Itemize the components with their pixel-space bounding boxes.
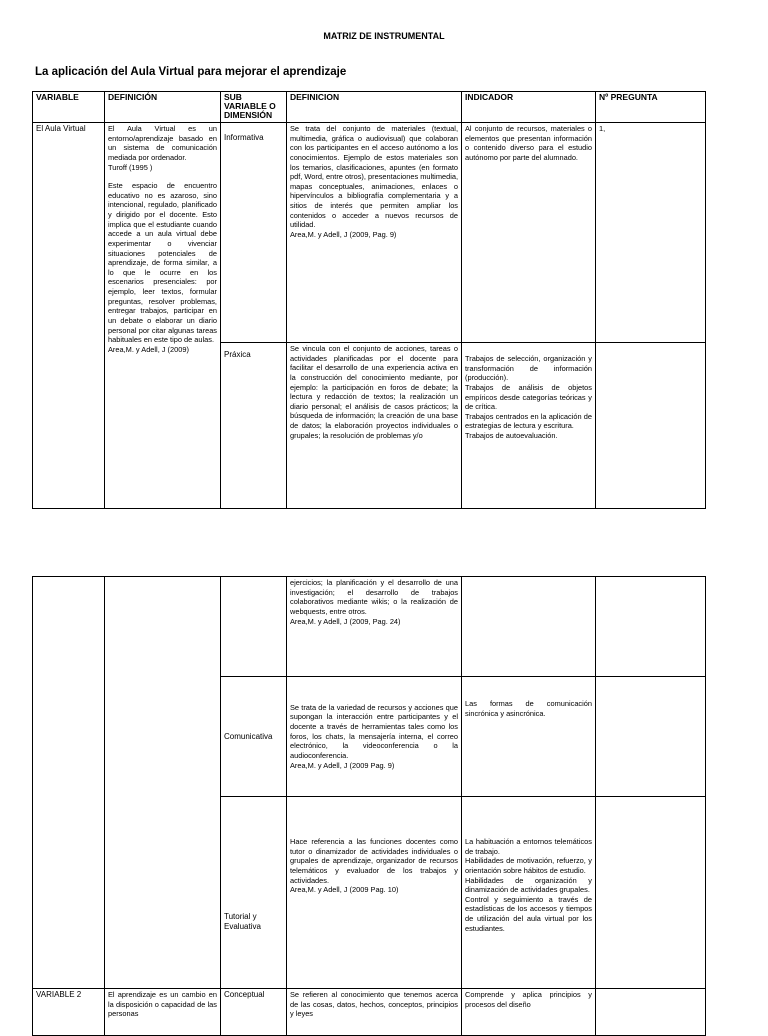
definicion-cita-2: Area,M. y Adell, J (2009) — [108, 344, 189, 354]
indicador-item: Habilidades de motivación, refuerzo, y orientación sobre hábitos de estudio. — [465, 856, 592, 875]
header-sub-variable: SUB VARIABLE O DIMENSIÓN — [221, 92, 287, 123]
informativa-indicador — [462, 123, 596, 343]
conceptual-pregunta — [596, 989, 706, 1036]
conceptual-definicion — [287, 989, 462, 1036]
praxica-cont-indicador — [462, 577, 596, 677]
subvariable-label: Informativa — [224, 133, 264, 142]
header-variable: VARIABLE — [33, 92, 105, 123]
matrix-table-2 — [32, 576, 706, 1036]
indicador-text: Comprende y aplica principios y procesos del diseño — [465, 990, 592, 1009]
comunicativa-cita: Area,M. y Adell, J (2009 Pag. 9) — [290, 760, 395, 770]
definicion-cell-empty — [105, 577, 221, 989]
praxica-indicador — [462, 343, 596, 509]
variable-2-cell — [33, 989, 105, 1036]
variable-label: El Aula Virtual — [36, 124, 86, 133]
informativa-definicion — [287, 123, 462, 343]
subvariable-label: Comunicativa — [224, 731, 273, 741]
document-subtitle: La aplicación del Aula Virtual para mejorar el aprendizaje — [35, 66, 347, 78]
conceptual-text: Se refieren al conocimiento que tenemos acerca de las cosas, datos, hechos, conceptos, principios y leyes — [290, 990, 458, 1019]
informativa-pregunta — [596, 123, 706, 343]
indicador-text: Las formas de comunicación sincrónica y asincrónica. — [465, 699, 592, 718]
praxica-definicion — [287, 343, 462, 509]
subvariable-label: Conceptual — [224, 990, 265, 999]
subvariable-informativa — [221, 123, 287, 343]
comunicativa-text: Se trata de la variedad de recursos y acciones que supongan la interacción entre participantes y el docente a través de herramientas tales como los foros, los chats, la mensajería interna, el correo electrónico, la videoconferencia o la audioconferencia. — [290, 702, 458, 760]
praxica-text: Se vincula con el conjunto de acciones, tareas o actividades planificadas por el docente para facilitar el desarrollo de una experiencia activa en la construcción del conocimiento mediante, por ejemplo: la participación en foros de debate; la lectura y redacción de textos; la realización un diario personal; el análisis de casos prácticos; la búsqueda de información; la creación de una base de datos; la elaboración proyectos individuales o grupales; la resolución de problemas y/o — [290, 344, 458, 440]
tutorial-pregunta — [596, 797, 706, 989]
definicion-cell — [105, 123, 221, 509]
header-definicion-2: DEFINICION — [287, 92, 462, 123]
variable-label: VARIABLE 2 — [36, 990, 82, 999]
indicador-item: La habituación a entornos telemáticos de trabajo. — [465, 837, 592, 856]
header-pregunta: Nº PREGUNTA — [596, 92, 706, 123]
subvariable-label: Tutorial y Evaluativa — [224, 912, 261, 931]
pregunta-text: 1, — [599, 124, 606, 133]
indicador-item: Trabajos de selección, organización y transformación de información (producción). — [465, 354, 592, 383]
matrix-table-1 — [32, 91, 706, 509]
tutorial-indicador — [462, 797, 596, 989]
indicador-text: Al conjunto de recursos, materiales o elementos que presentan información o contenido diverso para el estudio autónomo por parte del alumnado. — [465, 124, 592, 162]
praxica-cont-pregunta — [596, 577, 706, 677]
praxica-cont-text: ejercicios; la planificación y el desarrollo de una investigación; el desarrollo de trabajos colaborativos mediante wikis; o la realización de webquests, entre otros. — [290, 578, 458, 616]
tutorial-text: Hace referencia a las funciones docentes como tutor o dinamizador de actividades individuales o grupales de aprendizaje, organizador de recursos telemáticos y evaluador de los trabajos y actividades. — [290, 837, 458, 885]
comunicativa-pregunta — [596, 677, 706, 797]
comunicativa-definicion — [287, 677, 462, 797]
informativa-cita: Area,M. y Adell, J (2009, Pag. 9) — [290, 229, 397, 239]
definicion-text: El Aula Virtual es un entorno/aprendizaje basado en un sistema de comunicación mediada por ordenador. — [108, 124, 217, 162]
definicion-cita: Turoff (1995 ) — [108, 162, 153, 172]
header-indicador: INDICADOR — [462, 92, 596, 123]
indicador-item: Trabajos de análisis de objetos empíricos desde categorías teóricas y de crítica. — [465, 382, 592, 412]
subvariable-praxica — [221, 343, 287, 509]
tutorial-definicion — [287, 797, 462, 989]
header-definicion: DEFINICIÓN — [105, 92, 221, 123]
praxica-cont-definicion — [287, 577, 462, 677]
subvariable-label: Práxica — [224, 350, 251, 359]
subvariable-tutorial — [221, 797, 287, 989]
subvariable-comunicativa — [221, 677, 287, 797]
praxica-cont-cita: Area,M. y Adell, J (2009, Pag. 24) — [290, 616, 401, 626]
indicador-item: Trabajos de autoevaluación. — [465, 431, 558, 440]
indicador-item: Trabajos centrados en la aplicación de estrategias de lectura y escritura. — [465, 411, 592, 431]
indicador-item: Control y seguimiento a través de estadísticas de los accesos y tiempos de utilización del aula virtual por los estudiantes. — [465, 894, 592, 933]
subvariable-empty — [221, 577, 287, 677]
tutorial-cita: Area,M. y Adell, J (2009 Pag. 10) — [290, 885, 399, 895]
indicador-item: Habilidades de organización y dinamización de actividades grupales. — [465, 875, 592, 895]
subvariable-conceptual — [221, 989, 287, 1036]
variable-cell-empty — [33, 577, 105, 989]
definicion-text-2: Este espacio de encuentro educativo no es azaroso, sino intencional, regulado, planificado y dirigido por el docente. Esto implica que el estudiante cuando accede a un aula virtual debe experimentar o vivenciar situaciones potenciales de aprendizaje, de forma similar, a lo que le ocurre en los escenarios presenciales: por ejemplo, leer textos, formular preguntas, resolver problemas, entregar trabajos, participar en un debate o elaborar un diario personal por citar algunas tareas habituales en este tipo de aulas. — [108, 181, 217, 345]
variable-2-definicion — [105, 989, 221, 1036]
conceptual-indicador — [462, 989, 596, 1036]
document-title: MATRIZ DE INSTRUMENTAL — [323, 31, 445, 41]
variable-cell — [33, 123, 105, 509]
definicion-text: El aprendizaje es un cambio en la disposición o capacidad de las personas — [108, 990, 217, 1019]
informativa-text: Se trata del conjunto de materiales (textual, multimedia, gráfica o audiovisual) que colaboran con los participantes en el acceso autónomo a los conocimientos. Ejemplo de estos materiales son los temarios, clasificaciones, apuntes (en formato pdf, Word, entre otros), presentaciones multimedia, mapas conceptuales, animaciones, enlaces o hipervínculos a bibliografía complementaria y a sitios de interés que permiten ampliar los contenidos o acceder a nuevos recursos de utilidad. — [290, 124, 458, 230]
comunicativa-indicador — [462, 677, 596, 797]
praxica-pregunta — [596, 343, 706, 509]
